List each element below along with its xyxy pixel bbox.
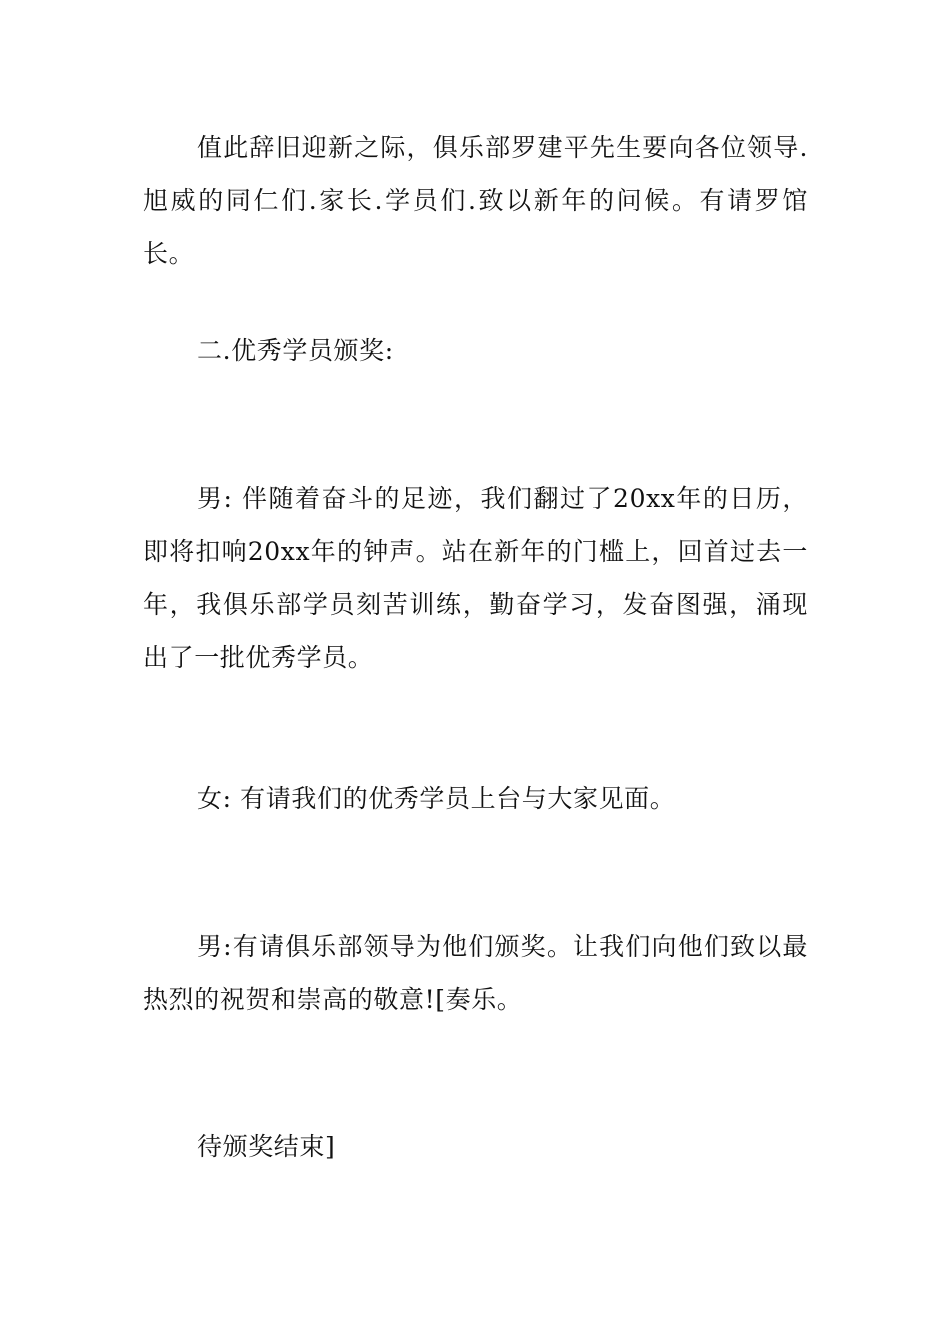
section-heading-awards: 二.优秀学员颁奖: <box>197 336 394 365</box>
paragraph-new-year-greeting: 值此辞旧迎新之际，俱乐部罗建平先生要向各位领导.旭威的同仁们.家长.学员们.致以新年的问候。有请罗馆长。 <box>143 133 808 268</box>
paragraph-female-host-invite: 女: 有请我们的优秀学员上台与大家见面。 <box>197 784 676 813</box>
paragraph-stage-direction: 待颁奖结束] <box>197 1132 336 1161</box>
paragraph-male-host-award: 男:有请俱乐部领导为他们颁奖。让我们向他们致以最热烈的祝贺和崇高的敬意![奏乐。 <box>143 932 808 1014</box>
paragraph-male-host-intro: 男: 伴随着奋斗的足迹，我们翻过了20xx年的日历，即将扣响20xx年的钟声。站在新年的门槛上，回首过去一年，我俱乐部学员刻苦训练，勤奋学习，发奋图强，涌现出了一批优秀学员。 <box>143 484 808 672</box>
